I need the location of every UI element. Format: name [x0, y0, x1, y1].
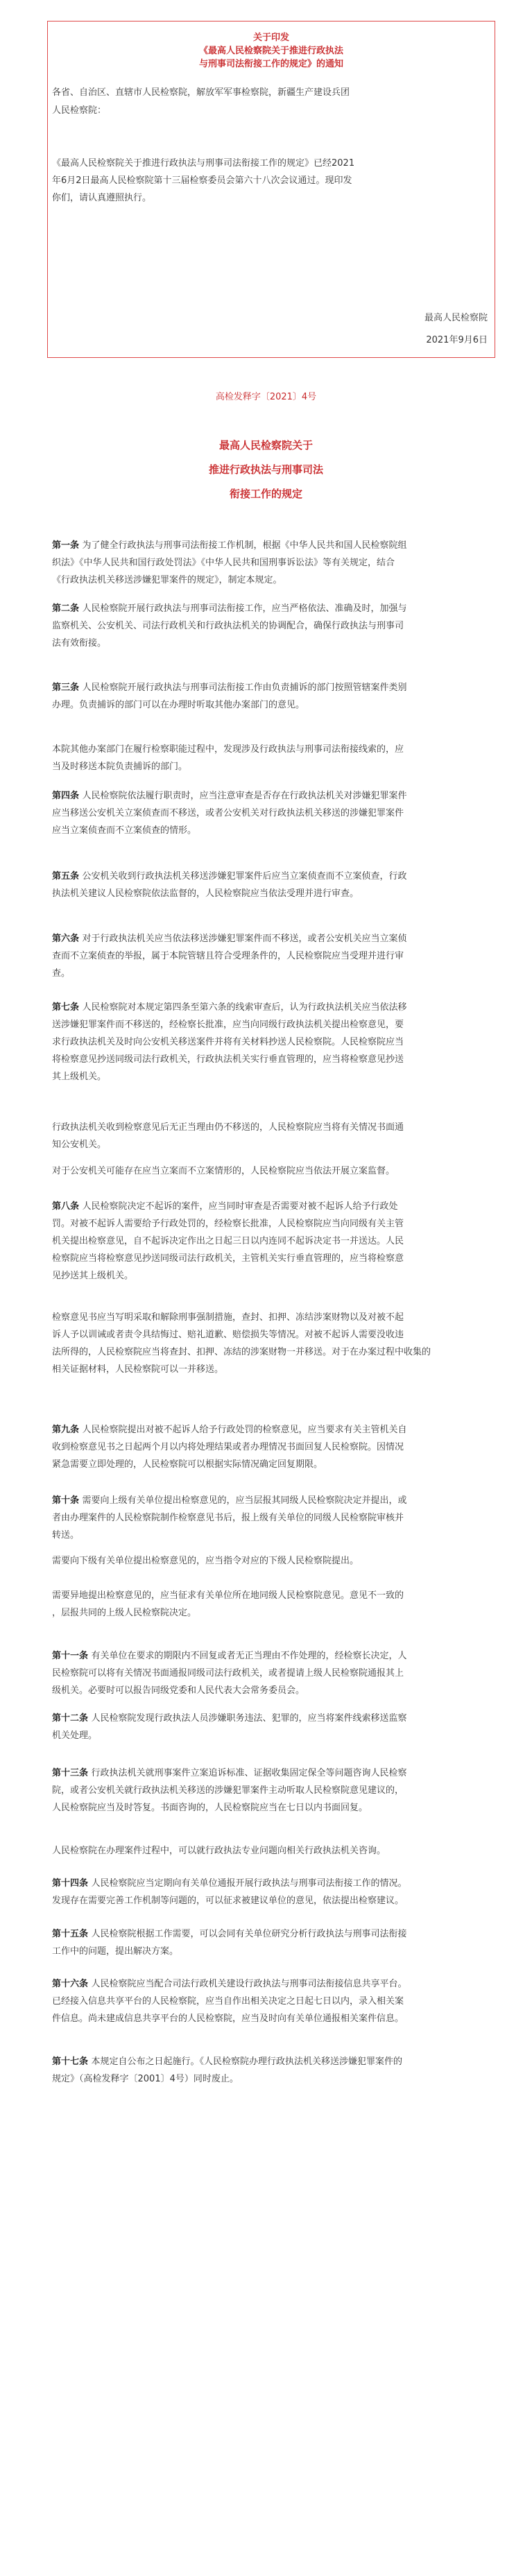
article-line: 诉人予以训诫或者责令具结悔过、赔礼道歉、赔偿损失等情况。对被不起诉人需要没收违	[52, 1330, 404, 1340]
article-label: 第十一条	[52, 1651, 92, 1661]
article-line: 转送。	[52, 1530, 80, 1540]
article-paragraph	[52, 1710, 485, 1744]
article-line: 办理。负责捕诉的部门可以在办理时听取其他办案部门的意见。	[52, 700, 305, 710]
article-line	[52, 1764, 485, 1782]
article-label: 第九条	[52, 1425, 83, 1435]
article-paragraph	[52, 1492, 485, 1544]
article-text: 人民检察院提出对被不起诉人给予行政处罚的检察意见，应当要求有关主管机关自	[82, 1425, 407, 1435]
doc-title-line: 最高人民检察院关于	[218, 439, 313, 452]
article-paragraph	[52, 741, 485, 775]
article-paragraph	[52, 1842, 485, 1860]
article-line: 应当移送公安机关立案侦查而不移送，或者公安机关对行政执法机关移送的涉嫌犯罪案件	[52, 808, 404, 818]
article-line	[52, 787, 485, 805]
article-line	[52, 1198, 485, 1215]
article-line: 收到检察意见书之日起两个月以内将处理结果或者办理情况书面回复人民检察院。因情况	[52, 1442, 404, 1452]
notice-frame	[47, 21, 495, 358]
notice-signature: 最高人民检察院	[424, 313, 488, 323]
notice-date: 2021年9月6日	[426, 335, 488, 345]
article-line: 《行政执法机关移送涉嫌犯罪案件的规定》，制定本规定。	[52, 575, 282, 585]
doc-number: 高检发释字〔2021〕4号	[215, 392, 317, 402]
article-line: 查而不立案侦查的举报，属于本院管辖且符合受理条件的，人民检察院应当受理并进行审	[52, 951, 404, 961]
article-line: 人民检察院应当及时答复。书面咨询的，人民检察院应当在七日以内书面回复。	[52, 1803, 368, 1813]
article-label: 第十五条	[52, 1929, 92, 1939]
article-paragraph	[52, 600, 485, 652]
article-line: 本院其他办案部门在履行检察职能过程中，发现涉及行政执法与刑事司法衔接线索的，应	[52, 744, 404, 755]
article-line: 监察机关、公安机关、司法行政机关和行政执法机关的协调配合，确保行政执法与刑事司	[52, 621, 404, 631]
article-line	[52, 600, 485, 617]
article-line: 规定》（高检发释字〔2001〕4号）同时废止。	[52, 2074, 239, 2084]
article-text: 人民检察院对本规定第四条至第六条的线索审查后，认为行政执法机关应当依法移	[82, 1002, 407, 1013]
article-text: 需要向上级有关单位提出检察意见的，应当层报其同级人民检察院决定并提出，或	[82, 1495, 407, 1506]
article-line: 发现存在需要完善工作机制等问题的，可以征求被建议单位的意见，依法提出检察建议。	[52, 1896, 404, 1906]
article-line	[52, 2053, 485, 2070]
article-line: 对于公安机关可能存在应当立案而不立案情形的，人民检察院应当依法开展立案监督。	[52, 1166, 395, 1176]
article-label: 第十四条	[52, 1878, 92, 1889]
article-label: 第六条	[52, 934, 83, 944]
article-line: 应当立案侦查而不立案侦查的情形。	[52, 825, 197, 836]
notice-body-line: 《最高人民检察院关于推进行政执法与刑事司法衔接工作的规定》已经2021	[52, 158, 355, 169]
article-line: 见抄送其上级机关。	[52, 1271, 134, 1281]
article-text: 本规定自公布之日起施行。《人民检察院办理行政执法机关移送涉嫌犯罪案件的	[91, 2056, 403, 2067]
article-line	[52, 679, 485, 696]
doc-title-line: 衔接工作的规定	[229, 488, 302, 500]
article-line: 需要向下级有关单位提出检察意见的，应当指令对应的下级人民检察院提出。	[52, 1556, 359, 1566]
article-text: 人民检察院开展行政执法与刑事司法衔接工作，应当严格依法、准确及时，加强与	[82, 603, 407, 614]
article-line: 求行政执法机关及时向公安机关移送案件并将有关材料抄送人民检察院。人民检察院应当	[52, 1037, 404, 1047]
article-text: 人民检察院开展行政执法与刑事司法衔接工作由负责捕诉的部门按照管辖案件类别	[82, 682, 407, 693]
article-line: 民检察院可以将有关情况书面通报同级司法行政机关，或者提请上级人民检察院通报其上	[52, 1668, 404, 1678]
article-text: 有关单位在要求的期限内不回复或者无正当理由不作处理的，经检察长决定，人	[91, 1651, 407, 1661]
article-line: ，层报共同的上级人民检察院决定。	[52, 1608, 197, 1618]
article-line: 查。	[52, 968, 71, 979]
article-line	[52, 1492, 485, 1509]
article-line: 执法机关建议人民检察院依法监督的，人民检察院应当依法受理并进行审查。	[52, 888, 359, 899]
article-label: 第十七条	[52, 2056, 92, 2067]
article-line: 知公安机关。	[52, 1140, 107, 1150]
notice-address-line: 人民检察院：	[52, 105, 107, 116]
article-label: 第三条	[52, 682, 83, 693]
article-line: 者由办理案件的人民检察院制作检察意见书后，报上级有关单位的同级人民检察院审核并	[52, 1513, 404, 1523]
article-text: 行政执法机关就刑事案件立案追诉标准、证据收集固定保全等问题咨询人民检察	[91, 1768, 407, 1778]
article-paragraph	[52, 999, 485, 1085]
article-line: 已经接入信息共享平台的人民检察院，应当自作出相关决定之日起七日以内，录入相关案	[52, 1996, 404, 2007]
doc-title-line: 推进行政执法与刑事司法	[208, 463, 323, 476]
article-line: 检察意见书应当写明采取和解除刑事强制措施，查封、扣押、冻结涉案财物以及对被不起	[52, 1312, 404, 1323]
article-line	[52, 1421, 485, 1439]
article-line: 需要异地提出检察意见的，应当征求有关单位所在地同级人民检察院意见。意见不一致的	[52, 1590, 404, 1601]
article-line: 法有效衔接。	[52, 638, 107, 649]
article-label: 第十二条	[52, 1713, 92, 1724]
article-text: 人民检察院发现行政执法人员涉嫌职务违法、犯罪的，应当将案件线索移送监察	[91, 1713, 407, 1724]
article-paragraph	[52, 787, 485, 839]
article-text: 公安机关收到行政执法机关移送涉嫌犯罪案件后应当立案侦查而不立案侦查，行政	[82, 871, 407, 882]
article-paragraph	[52, 679, 485, 714]
article-line: 院，或者公安机关就行政执法机关移送的涉嫌犯罪案件主动听取人民检察院意见建议的，	[52, 1785, 404, 1796]
article-label: 第四条	[52, 791, 83, 801]
notice-title-line: 与刑事司法衔接工作的规定》的通知	[198, 59, 343, 69]
article-line	[52, 930, 485, 947]
article-label: 第一条	[52, 540, 83, 551]
article-paragraph	[52, 1647, 485, 1699]
notice-body-line: 年6月2日最高人民检察院第十三届检察委员会第六十八次会议通过。现印发	[52, 175, 352, 186]
article-line	[52, 1875, 485, 1892]
article-paragraph	[52, 868, 485, 902]
article-label: 第八条	[52, 1201, 83, 1212]
article-line: 相关证据材料，人民检察院可以一并移送。	[52, 1364, 224, 1375]
article-line	[52, 1647, 485, 1665]
article-label: 第十条	[52, 1495, 83, 1506]
article-line: 织法》《中华人民共和国行政处罚法》《中华人民共和国刑事诉讼法》等有关规定，结合	[52, 558, 395, 568]
article-line: 级机关。必要时可以报告同级党委和人民代表大会常务委员会。	[52, 1685, 305, 1696]
article-paragraph	[52, 1552, 485, 1570]
article-line: 人民检察院在办理案件过程中，可以就行政执法专业问题向相关行政执法机关咨询。	[52, 1846, 386, 1856]
article-label: 第七条	[52, 1002, 83, 1013]
article-paragraph	[52, 1587, 485, 1622]
article-paragraph	[52, 1925, 485, 1960]
article-text: 人民检察院依法履行职责时，应当注意审查是否存在行政执法机关对涉嫌犯罪案件	[82, 791, 407, 801]
article-paragraph	[52, 930, 485, 982]
article-line: 法所得的，人民检察院应当将查封、扣押、冻结的涉案财物一并移送。对于在办案过程中收集的	[52, 1347, 431, 1357]
article-paragraph	[52, 1162, 485, 1180]
article-line	[52, 537, 485, 554]
article-line: 机关处理。	[52, 1731, 98, 1741]
article-line: 件信息。尚未建成信息共享平台的人民检察院，应当及时向有关单位通报相关案件信息。	[52, 2013, 404, 2024]
article-line: 其上级机关。	[52, 1072, 107, 1082]
article-line: 将检察意见抄送同级司法行政机关，行政执法机关实行垂直管理的，应当将检察意见抄送	[52, 1054, 404, 1065]
article-paragraph	[52, 1198, 485, 1285]
article-label: 第五条	[52, 871, 83, 882]
article-line	[52, 868, 485, 885]
article-line: 工作中的问题，提出解决方案。	[52, 1946, 179, 1957]
article-line: 机关提出检察意见，自不起诉决定作出之日起三日以内连同不起诉决定书一并送达。人民	[52, 1236, 404, 1246]
article-paragraph	[52, 537, 485, 589]
notice-address-line: 各省、自治区、直辖市人民检察院，解放军军事检察院，新疆生产建设兵团	[52, 87, 350, 98]
article-line	[52, 999, 485, 1016]
article-line: 罚。对被不起诉人需要给予行政处罚的，经检察长批准，人民检察院应当向同级有关主管	[52, 1219, 404, 1229]
article-line: 行政执法机关收到检察意见后无正当理由仍不移送的，人民检察院应当将有关情况书面通	[52, 1122, 404, 1133]
article-text: 人民检察院决定不起诉的案件，应当同时审查是否需要对被不起诉人给予行政处	[82, 1201, 398, 1212]
article-label: 第二条	[52, 603, 83, 614]
article-paragraph	[52, 2053, 485, 2088]
article-paragraph	[52, 1119, 485, 1153]
article-line: 检察院应当将检察意见抄送同级司法行政机关，主管机关实行垂直管理的，应当将检察意	[52, 1253, 404, 1264]
notice-title-line: 《最高人民检察院关于推进行政执法	[198, 46, 343, 56]
article-paragraph	[52, 1764, 485, 1817]
article-text: 对于行政执法机关应当依法移送涉嫌犯罪案件而不移送，或者公安机关应当立案侦	[82, 934, 407, 944]
article-text: 人民检察院应当配合司法行政机关建设行政执法与刑事司法衔接信息共享平台。	[91, 1979, 407, 1989]
article-line: 当及时移送本院负责捕诉的部门。	[52, 762, 188, 772]
article-paragraph	[52, 1975, 485, 2027]
notice-title-line: 关于印发	[252, 33, 289, 43]
article-text: 人民检察院应当定期向有关单位通报开展行政执法与刑事司法衔接工作的情况。	[91, 1878, 407, 1889]
article-paragraph	[52, 1421, 485, 1473]
article-label: 第十三条	[52, 1768, 92, 1778]
article-paragraph	[52, 1309, 485, 1378]
article-line	[52, 1925, 485, 1943]
article-line: 紧急需要立即处理的，人民检察院可以根据实际情况确定回复期限。	[52, 1459, 323, 1470]
article-line	[52, 1710, 485, 1727]
article-label: 第十六条	[52, 1979, 92, 1989]
article-line	[52, 1975, 485, 1993]
article-text: 人民检察院根据工作需要，可以会同有关单位研究分析行政执法与刑事司法衔接	[91, 1929, 407, 1939]
article-paragraph	[52, 1875, 485, 1909]
article-line: 送涉嫌犯罪案件而不移送的，经检察长批准，应当向同级行政执法机关提出检察意见，要	[52, 1020, 404, 1030]
notice-body-line: 你们，请认真遵照执行。	[52, 193, 152, 203]
article-text: 为了健全行政执法与刑事司法衔接工作机制，根据《中华人民共和国人民检察院组	[82, 540, 407, 551]
